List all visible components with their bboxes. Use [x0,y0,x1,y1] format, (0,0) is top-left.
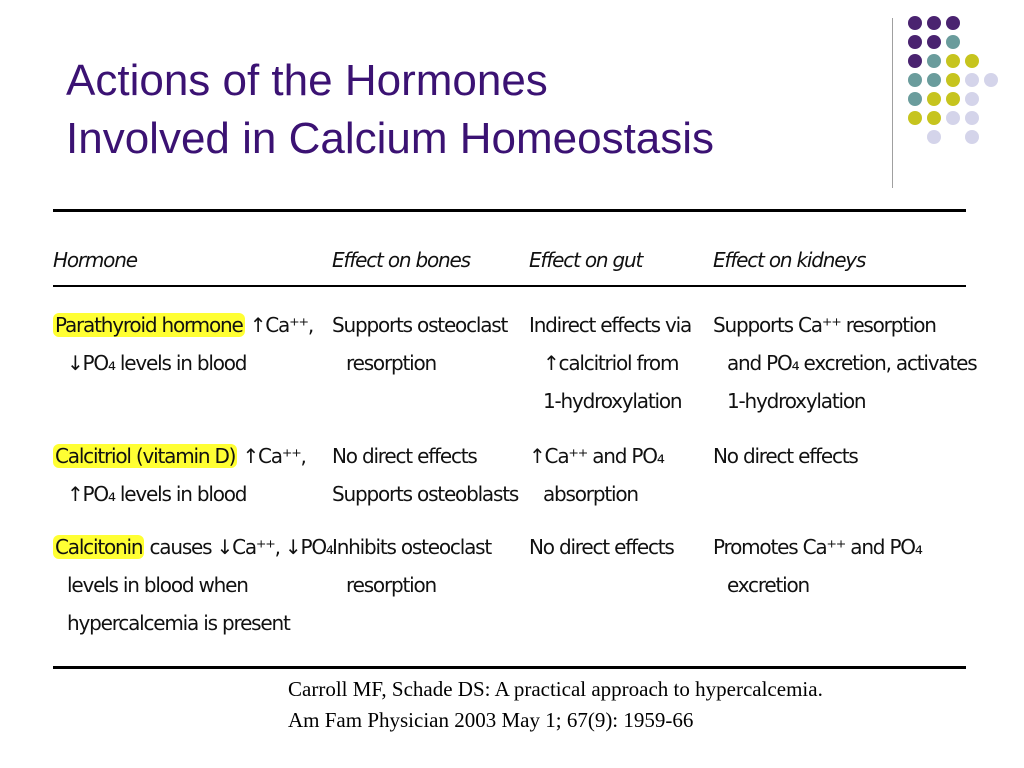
decorative-dot-grid [908,16,1018,166]
hormone-effect-line: ↓PO₄ levels in blood [67,351,247,375]
decorative-dot [908,35,922,49]
cell-line: absorption [543,482,638,506]
row-calcitriol-bones [332,437,518,513]
row-calcitriol-gut [529,437,664,513]
row-pth-bones [332,306,507,382]
decorative-dot [908,73,922,87]
header-hormone: Hormone [53,248,137,272]
cell-line: and PO₄ excretion, activates [727,351,977,375]
table-top-rule [53,209,966,212]
highlight-parathyroid-hormone: Parathyroid hormone [55,313,243,337]
cell-line: No direct effects [332,444,477,468]
hormone-effect-line: hypercalcemia is present [67,611,290,635]
cell-line: Inhibits osteoclast [332,535,491,559]
cell-line: 1-hydroxylation [727,389,866,413]
decorative-dot [965,111,979,125]
decorative-dot [965,92,979,106]
highlight-calcitriol: Calcitriol (vitamin D) [55,444,236,468]
citation [288,674,823,736]
cell-line: Indirect effects via [529,313,692,337]
cell-line: Supports Ca⁺⁺ resorption [713,313,936,337]
hormone-effect-line: ↑PO₄ levels in blood [67,482,247,506]
decorative-dot [927,73,941,87]
cell-line: No direct effects [529,535,674,559]
decorative-dot [908,92,922,106]
slide-title-line-2: Involved in Calcium Homeostasis [66,114,715,163]
hormone-effect: ↑Ca⁺⁺, [249,313,313,337]
hormone-effect: causes ↓Ca⁺⁺, ↓PO₄ [149,535,333,559]
cell-line: Promotes Ca⁺⁺ and PO₄ [713,535,922,559]
header-gut: Effect on gut [529,248,643,272]
decorative-dot [946,92,960,106]
decorative-dot [927,35,941,49]
header-kidneys: Effect on kidneys [713,248,866,272]
decorative-dot [946,35,960,49]
header-bones: Effect on bones [332,248,470,272]
row-calcitonin-bones [332,528,491,604]
decorative-dot [927,130,941,144]
decorative-dot [946,54,960,68]
row-calcitonin-hormone [53,528,333,642]
row-calcitonin-gut [529,528,674,566]
decorative-dot [908,111,922,125]
row-calcitriol-hormone [53,437,306,513]
decorative-dot [965,73,979,87]
decorative-dot [984,73,998,87]
highlight-calcitonin: Calcitonin [55,535,143,559]
citation-line-2: Am Fam Physician 2003 May 1; 67(9): 1959-66 [288,708,694,732]
decorative-dot [927,54,941,68]
cell-line: resorption [346,351,436,375]
row-calcitriol-kidneys [713,437,858,475]
row-pth-kidneys [713,306,976,420]
row-calcitonin-kidneys [713,528,922,604]
decorative-dot [965,54,979,68]
cell-line: resorption [346,573,436,597]
decorative-dot [908,54,922,68]
decorative-dot [927,111,941,125]
row-pth-hormone [53,306,313,382]
decorative-dot [965,130,979,144]
cell-line: ↑calcitriol from [543,351,679,375]
cell-line: ↑Ca⁺⁺ and PO₄ [529,444,664,468]
cell-line: Supports osteoclast [332,313,508,337]
cell-line: Supports osteoblasts [332,482,519,506]
cell-line: No direct effects [713,444,858,468]
citation-line-1: Carroll MF, Schade DS: A practical approach to hypercalcemia. [288,677,823,701]
decorative-dot [927,92,941,106]
decorative-dot [946,16,960,30]
title-divider [892,18,893,188]
slide-title-line-1: Actions of the Hormones [66,56,548,105]
cell-line: excretion [727,573,810,597]
table-header-rule [53,285,966,287]
table-bottom-rule [53,666,966,669]
decorative-dot [946,111,960,125]
row-pth-gut [529,306,691,420]
cell-line: 1-hydroxylation [543,389,682,413]
hormone-effect: ↑Ca⁺⁺, [242,444,306,468]
decorative-dot [946,73,960,87]
slide-title [66,52,886,168]
decorative-dot [927,16,941,30]
hormone-effect-line: levels in blood when [67,573,248,597]
decorative-dot [908,16,922,30]
